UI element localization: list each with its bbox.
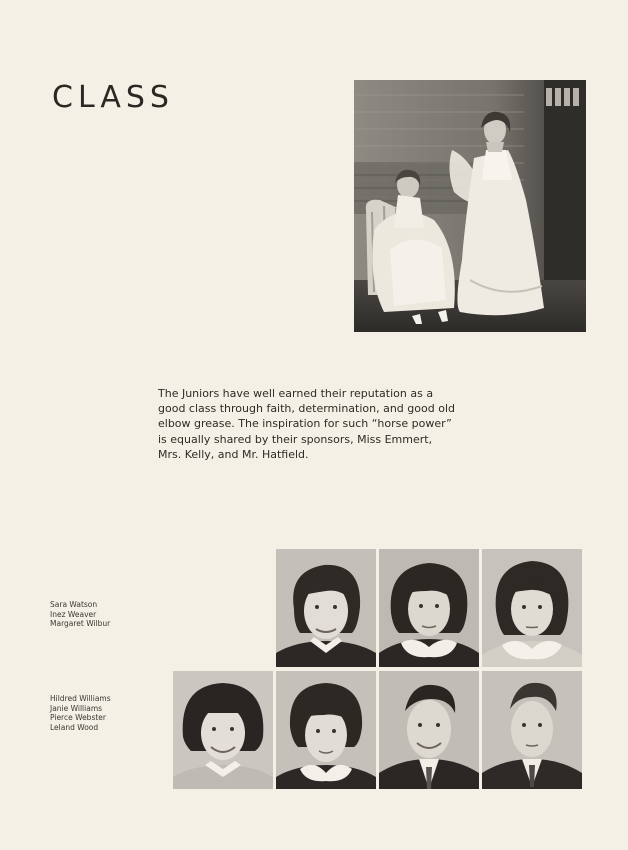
student-name: Inez Weaver (50, 609, 97, 619)
student-name: Margaret Wilbur (50, 619, 111, 628)
student-name: Leland Wood (50, 722, 99, 732)
portrait-margaret-wilbur (482, 549, 582, 667)
main-photo (354, 80, 586, 332)
student-name: Hildred Williams (50, 694, 111, 703)
student-name: Janie Williams (50, 703, 103, 713)
page-title: CLASS (52, 80, 174, 115)
portrait-pierce-webster (379, 671, 479, 789)
caption-text: The Juniors have well earned their reputation as a good class through faith, determination, and good old elbow grease. The inspiration for such “horse power” is equally shared by their sponsors, Miss Emmert, Mrs. Kelly, and Mr. Hatfield. (158, 387, 455, 461)
portrait-inez-weaver (379, 549, 479, 667)
names-row-2 (50, 694, 111, 732)
names-row-1 (50, 600, 110, 629)
portrait-leland-wood (482, 671, 582, 789)
student-name: Sara Watson (50, 600, 98, 609)
student-name: Pierce Webster (50, 713, 106, 722)
portrait-hildred-williams (173, 671, 273, 789)
portrait-sara-watson (276, 549, 376, 667)
caption (158, 386, 458, 462)
portrait-janie-williams (276, 671, 376, 789)
